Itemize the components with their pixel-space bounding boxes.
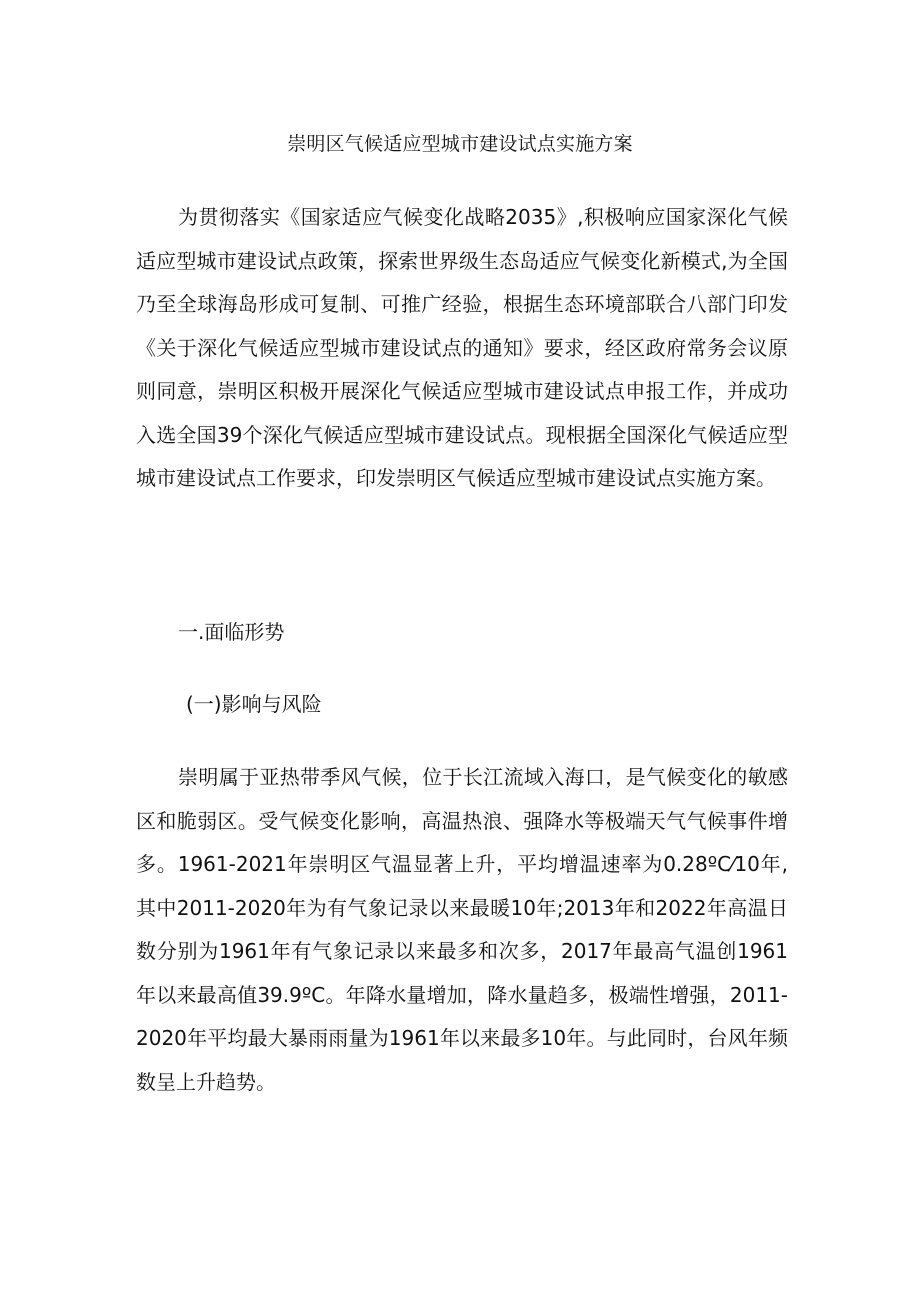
document-title: 崇明区气候适应型城市建设试点实施方案: [287, 133, 633, 155]
subsection-heading: (一)影响与风险: [186, 692, 322, 716]
section-heading: 一.面临形势: [178, 620, 285, 644]
intro-paragraph: 为贯彻落实《国家适应气候变化战略2035》,积极响应国家深化气候适应型城市建设试点政策，探索世界级生态岛适应气候变化新模式,为全国乃至全球海岛形成可复制、可推广经验，根据生态环境部联合八部门印发《关于深化气候适应型城市建设试点的通知》要求，经区政府常务会议原则同意，崇明区积极开展深化气候适应型城市建设试点申报工作，并成功入选全国39个深化气候适应型城市建设试点。现根据全国深化气候适应型城市建设试点工作要求，印发崇明区气候适应型城市建设试点实施方案。: [136, 205, 788, 490]
body-paragraph: 崇明属于亚热带季风气候，位于长江流域入海口，是气候变化的敏感区和脆弱区。受气候变化影响，高温热浪、强降水等极端天气气候事件增多。1961-2021年崇明区气温显著上升，平均增温速率为0.28ºC⁄10年,其中2011-2020年为有气象记录以来最暖10年;2013年和2022年高温日数分别为1961年有气象记录以来最多和次多，2017年最高气温创1961年以来最高值39.9ºC。年降水量增加，降水量趋多，极端性增强，2011-2020年平均最大暴雨雨量为1961年以来最多10年。与此同时，台风年频数呈上升趋势。: [136, 765, 788, 1094]
